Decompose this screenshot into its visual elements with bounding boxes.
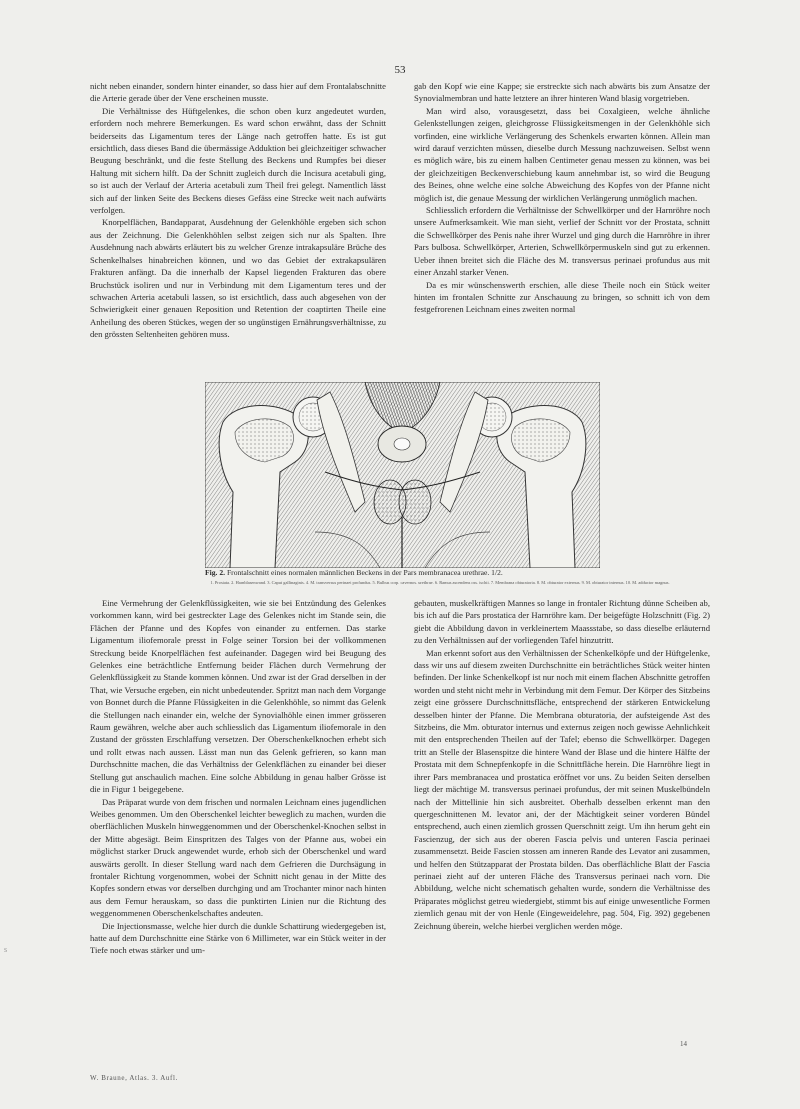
page-number: 53 [394, 64, 406, 76]
paragraph: gebauten, muskelkräftigen Mannes so lange in frontaler Richtung dünne Scheiben ab, bis ich auf die Pars prostatica der Harnröhre kam. Der beigefügte Holzschnitt (Fig. 2) giebt die Abbildung davon in verkleinertem Maassstabe, so dass dieselbe erläuternd zu den Verhältnissen auf der vorliegenden Tafel hinzutritt. [414, 598, 710, 646]
text-column-bottom-right [414, 597, 710, 932]
figure-caption [205, 568, 600, 577]
signature-mark: 14 [680, 1040, 687, 1048]
paragraph: Eine Vermehrung der Gelenkflüssigkeiten, wie sie bei Entzündung des Gelenkes vorkommen kann, wird bei gestreckter Lage des Gelenkes nicht im Stande sein, die Flächen der Pfanne und des Kopfes von einander zu entfernen. Das starke Ligamentum iliofemorale presst in Folge seiner Torsion bei der vollkommenen Streckung beide Knorpelflächen fest aufeinander. Dagegen wird bei Beugung des Gelenkes eine beträchtliche Entfernung beider Flächen durch Vermehrung der Gelenkflüssigkeit zu Stande kommen können. Und zwar ist der Grad derselben in der That, wie Versuche ergeben, ein nicht unbedeutender. Spritzt man nach dem Vorgange von Bonnet durch die Pfanne Flüssigkeiten in die Gelenkhöhle, so nimmt das Gelenk die Stellungen nach einander ein, welche der Synovialhöhle einen immer grösseren Raum gewähren, welche aber auch schliesslich das Ligamentum iliofemorale in den Zustand der grössten Erschlaffung versetzen. Der Oberschenkelknochen erhebt sich und rollt etwas nach aussen. Lässt man nun das Gelenk gefrieren, so kann man Durchschnitte machen, die das Verhältniss der Gelenkflächen zu einander bei dieser Stellung gut anschaulich machen. Eine solche Abbildung in genau halber Grösse ist die in Figur 1 beigegebene. [90, 598, 386, 795]
text-column-bottom-left [90, 597, 386, 957]
text-column-top-right [414, 80, 710, 316]
paragraph: Schliesslich erfordern die Verhältnisse der Schwellkörper und der Harnröhre noch unsere Aufmerksamkeit. Wie man sieht, verlief der Schnitt vor der Prostata, schnitt die Schwellkörper des Penis nahe ihrer Wurzel und ging durch die Harnröhre in ihrer Pars bulbosa. Schwellkörper, Arterien, Schwellkörpermuskeln sind gut zu erkennen. Ueber ihnen breitet sich die Fläche des M. transversus perinaei profundus aus mit einer Anzahl starker Venen. [414, 205, 710, 278]
paragraph: Da es mir wünschenswerth erschien, alle diese Theile noch ein Stück weiter hinten im frontalen Schnitte zur Anschauung zu bringen, so schnitt ich von dem festgefrorenen Leichnam eines zweiten normal [414, 279, 710, 315]
figure-caption-text: Frontalschnitt eines normalen männlichen Beckens in der Pars membranacea urethrae. 1/2. [226, 568, 503, 577]
paragraph: Man erkennt sofort aus den Verhältnissen der Schenkelköpfe und der Hüftgelenke, dass wir uns auf diesem zweiten Durchschnitte ein beträchtliches Stück weiter hinten befinden. Der linke Schenkelkopf ist nur noch mit einem flachen Abschnitte getroffen worden und steht nicht mehr in Verbindung mit dem Femur. Der Körper des Sitzbeins zeigt eine grössere Durchschnittsfläche, entsprechend der stärkeren Entwickelung desselben hinter der Pfanne. Die Membrana obturatoria, der aufsteigende Ast des Sitzbeins, die Mm. obturator internus und externus zeigen noch gewisse Aehnlichkeit mit den entsprechenden Theilen auf der Tafel; ebenso die Schwellkörper. Dagegen tritt an Stelle der Blasenspitze die hintere Wand der Blase und die hintere Hälfte der Prostata mit dem Schnepfenkopfe in die Schnittfläche herein. Die Harnröhre liegt in ihrer Pars membranacea und prostatica eröffnet vor uns. Zu beiden Seiten derselben liegt der mächtige M. transversus perinaei profundus, der mit seinen Muskelbündeln nach der Mittellinie hin sich ausbreitet. Oberhalb desselben erkennt man den quergeschnittenen M. levator ani, der der Mächtigkeit seiner vorderen Bündel entsprechend, auch einen ziemlich grossen Querschnitt zeigt. Um ihn herum geht ein Fascienzug, der sich aus der oberen Fascia pelvis und unteren Fascia perinaei zusammensetzt. Beide Fascien stossen am inneren Rande des Levator ani zusammen, und helfen den Stützapparat der Prostata bilden. Das oberflächliche Blatt der Fascia perinaei zieht auf der unteren Fläche des Transversus perinaei nach vorn. Die Abbildung, welche nicht schematisch gehalten wurde, sondern die Verhältnisse des Präparates möglichst getreu wiedergiebt, stimmt bis auf einige unwesentliche Formen ziemlich genau mit der von Henle (Eingeweidelehre, pag. 504, Fig. 392) gegebenen Zeichnung überein, welche hierbei verglichen werden möge. [414, 647, 710, 931]
anatomical-figure [205, 382, 600, 568]
paragraph: Man wird also, vorausgesetzt, dass bei Coxalgieen, welche ähnliche Gelenkstellungen zeigen, gleichgrosse Flüssigkeitsmengen in der Gelenkhöhle sich vorfinden, eine wirkliche Verlängerung des Schenkels erwarten können. Allein man wird darauf verzichten müssen, dieselbe durch Messung nachzuweisen. Selbst wenn es möglich wäre, bis zu einem halben Centimeter genau messen zu können, was bei der gleichzeitigen Beckenverschiebung kaum annehmbar ist, so wird die Beugung des Beines, ohne welche eine solche Abweichung des Kopfes von der Pfanne nicht möglich ist, die genaue Messung der wirklichen Verlängerung unmöglich machen. [414, 105, 710, 203]
paragraph: Knorpelflächen, Bandapparat, Ausdehnung der Gelenkhöhle ergeben sich schon aus der Zeichnung. Die Gelenkhöhlen selbst zeigen sich nur als Spalten. Ihre Ausdehnung nach abwärts erläutert bis zu welcher Grenze intrakapsuläre Brüche des Schenkelhalses hinabreichen können, und wo das Gebiet der extrakapsulären Frakturen anfängt. Da die innerhalb der Kapsel liegenden Frakturen das obere Bruchstück isoliren und nur in Verbindung mit dem Ligamentum teres und der schwachen Arteria acetabuli lassen, so ist ersichtlich, dass auch abgesehen von der Schwierigkeit einer genauen Reposition und Retention der coaptirten Theile eine Anheilung des oberen Stückes, wegen der so ungünstigen Ernährungsverhältnisse, zu den grössten Seltenheiten gehören muss. [90, 217, 386, 340]
edge-mark: s [4, 945, 8, 954]
paragraph: Die Injectionsmasse, welche hier durch die dunkle Schattirung wiedergegeben ist, hatte auf dem Durchschnitte eine Stärke von 6 Millimeter, war ein Stück weiter in der Tiefe noch etwas stärker und um- [90, 920, 386, 956]
footer-imprint: W. Braune, Atlas. 3. Aufl. [90, 1074, 178, 1082]
paragraph: Das Präparat wurde von dem frischen und normalen Leichnam eines jugendlichen Weibes genommen. Um den Oberschenkel leichter beweglich zu machen, wurden die oberflächlichen Muskeln hinweggenommen und der Oberschenkel-Knochen selbst in der Mitte abgesägt. Beim Einspritzen des Talges von der Pfanne aus, wobei ein möglichst starker Druck angewendet wurde, erhob sich der Oberschenkel und ward auswärts gerollt. In dieser Stellung ward nach dem Gefrieren die Durchsägung in frontaler Richtung vorgenommen, wobei der Schnitt nicht genau in der Mitte des Kopfes sondern etwas vor derselben durchging und am Trochanter minor nach hinten aus dem Femur herauskam, so dass die punktirten Linien nur die Richtung des weggenommenen Oberschenkelschaftes andeuten. [90, 796, 386, 919]
paragraph: Die Verhältnisse des Hüftgelenkes, die schon oben kurz angedeutet wurden, erfordern noch mehrere Bemerkungen. Es ward schon erwähnt, dass der Schnitt beiderseits das Ligamentum teres der Länge nach getroffen hatte. Es ist gut ersichtlich, dass dieses Band die übermässige Adduktion bei gleichzeitiger schwacher Beugung beschränkt, und die feste Stellung des Beckens und Rumpfes bei dieser Haltung mit sichern hilft. Da der Schnitt zugleich durch die Incisura acetabuli ging, so ist auch der Verlauf der Arteria acetabuli zum Theil frei gelegt. Namentlich lässt sich auf der linken Seite des Beckens dieses Gefäss eine Strecke weit nach aufwärts verfolgen. [90, 105, 386, 216]
figure-label: Fig. 2. [205, 568, 226, 577]
figure-legend: 1. Prostata. 2. Harnblasenwand. 3. Caput gallinaginis. 4. M. transversus perinaei profundus. 5. Bulbus corp. cavernos. urethrae. 6. Ramus ascendens oss. ischii. 7. Membrana obturatoria. 8. M. obturator externus. 9. M. obturator internus. 10. M. adductor magnus. [210, 580, 670, 585]
paragraph: gab den Kopf wie eine Kappe; sie erstreckte sich nach abwärts bis zum Ansatze der Synovialmembran und hatte letztere an ihrer hinteren Wand blasig vorgetrieben. [414, 81, 710, 104]
paragraph: nicht neben einander, sondern hinter einander, so dass hier auf dem Frontalabschnitte die Arterie gerade über der Vene erscheinen musste. [90, 81, 386, 104]
pelvis-cross-section-illustration [205, 382, 600, 568]
text-column-top-left [90, 80, 386, 341]
